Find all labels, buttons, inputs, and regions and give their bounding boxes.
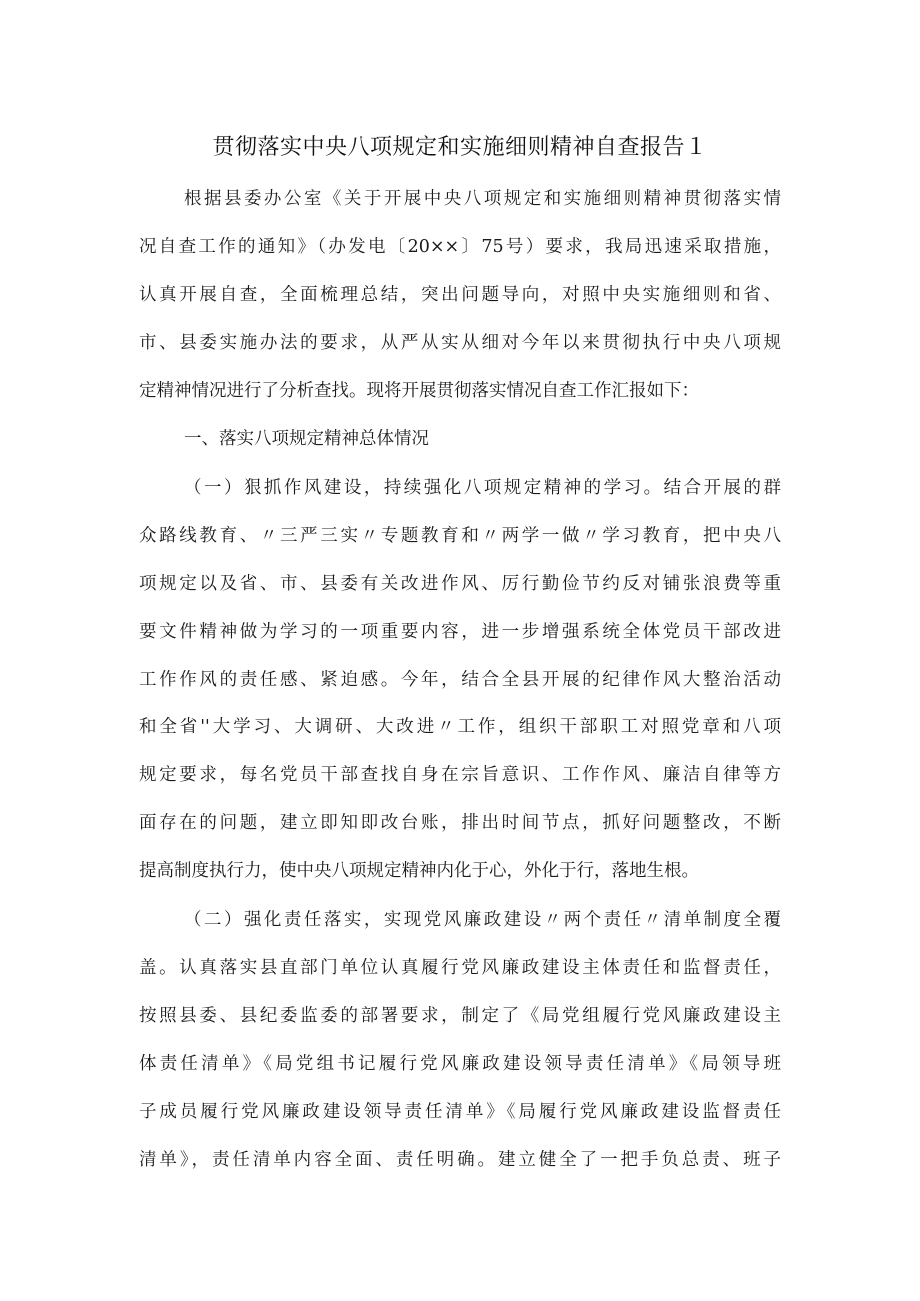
text-line: 规定要求，每名党员干部查找自身在宗旨意识、工作作风、廉洁自律等方: [139, 765, 781, 785]
section-heading: 一、落实八项规定精神总体情况: [184, 429, 429, 449]
text-line: 体责任清单》《局党组书记履行党风廉政建设领导责任清单》《局领导班: [139, 1054, 781, 1074]
text-line: 认真开展自查，全面梳理总结，突出问题导向，对照中央实施细则和省、: [139, 285, 781, 305]
text-line: 工作作风的责任感、紧迫感。今年，结合全县开展的纪律作风大整治活动: [139, 670, 781, 690]
text-line: 提高制度执行力，使中央八项规定精神内化于心，外化于行，落地生根。: [139, 861, 699, 881]
text-line: 盖。认真落实县直部门单位认真履行党风廉政建设主体责任和监督责任，: [139, 958, 781, 978]
text-line: 况自查工作的通知》（办发电〔20××〕75号）要求，我局迅速采取措施，: [139, 237, 781, 257]
text-line: 按照县委、县纪委监委的部署要求，制定了《局党组履行党风廉政建设主: [139, 1006, 781, 1026]
text-line: 根据县委办公室《关于开展中央八项规定和实施细则精神贯彻落实情: [184, 189, 781, 209]
text-line: 子成员履行党风廉政建设领导责任清单》《局履行党风廉政建设监督责任: [139, 1102, 781, 1122]
text-line: （一）狠抓作风建设，持续强化八项规定精神的学习。结合开展的群: [184, 478, 781, 498]
text-line: 众路线教育、〃三严三实〃专题教育和〃两学一做〃学习教育，把中央八: [139, 526, 781, 546]
text-line: 面存在的问题，建立即知即改台账，排出时间节点，抓好问题整改，不断: [139, 813, 781, 833]
document-title: 贯彻落实中央八项规定和实施细则精神自查报告１: [212, 135, 708, 160]
text-line: 清单》，责任清单内容全面、责任明确。建立健全了一把手负总责、班子: [139, 1150, 781, 1170]
text-line: 市、县委实施办法的要求，从严从实从细对今年以来贯彻执行中央八项规: [139, 333, 781, 353]
text-line: （二）强化责任落实，实现党风廉政建设〃两个责任〃清单制度全覆: [184, 910, 781, 930]
text-line: 要文件精神做为学习的一项重要内容，进一步增强系统全体党员干部改进: [139, 622, 781, 642]
text-line: 和全省''大学习、大调研、大改进〃工作，组织干部职工对照党章和八项: [139, 717, 781, 737]
text-line: 定精神情况进行了分析查找。现将开展贯彻落实情况自查工作汇报如下：: [139, 381, 699, 401]
text-line: 项规定以及省、市、县委有关改进作风、厉行勤俭节约反对铺张浪费等重: [139, 574, 781, 594]
